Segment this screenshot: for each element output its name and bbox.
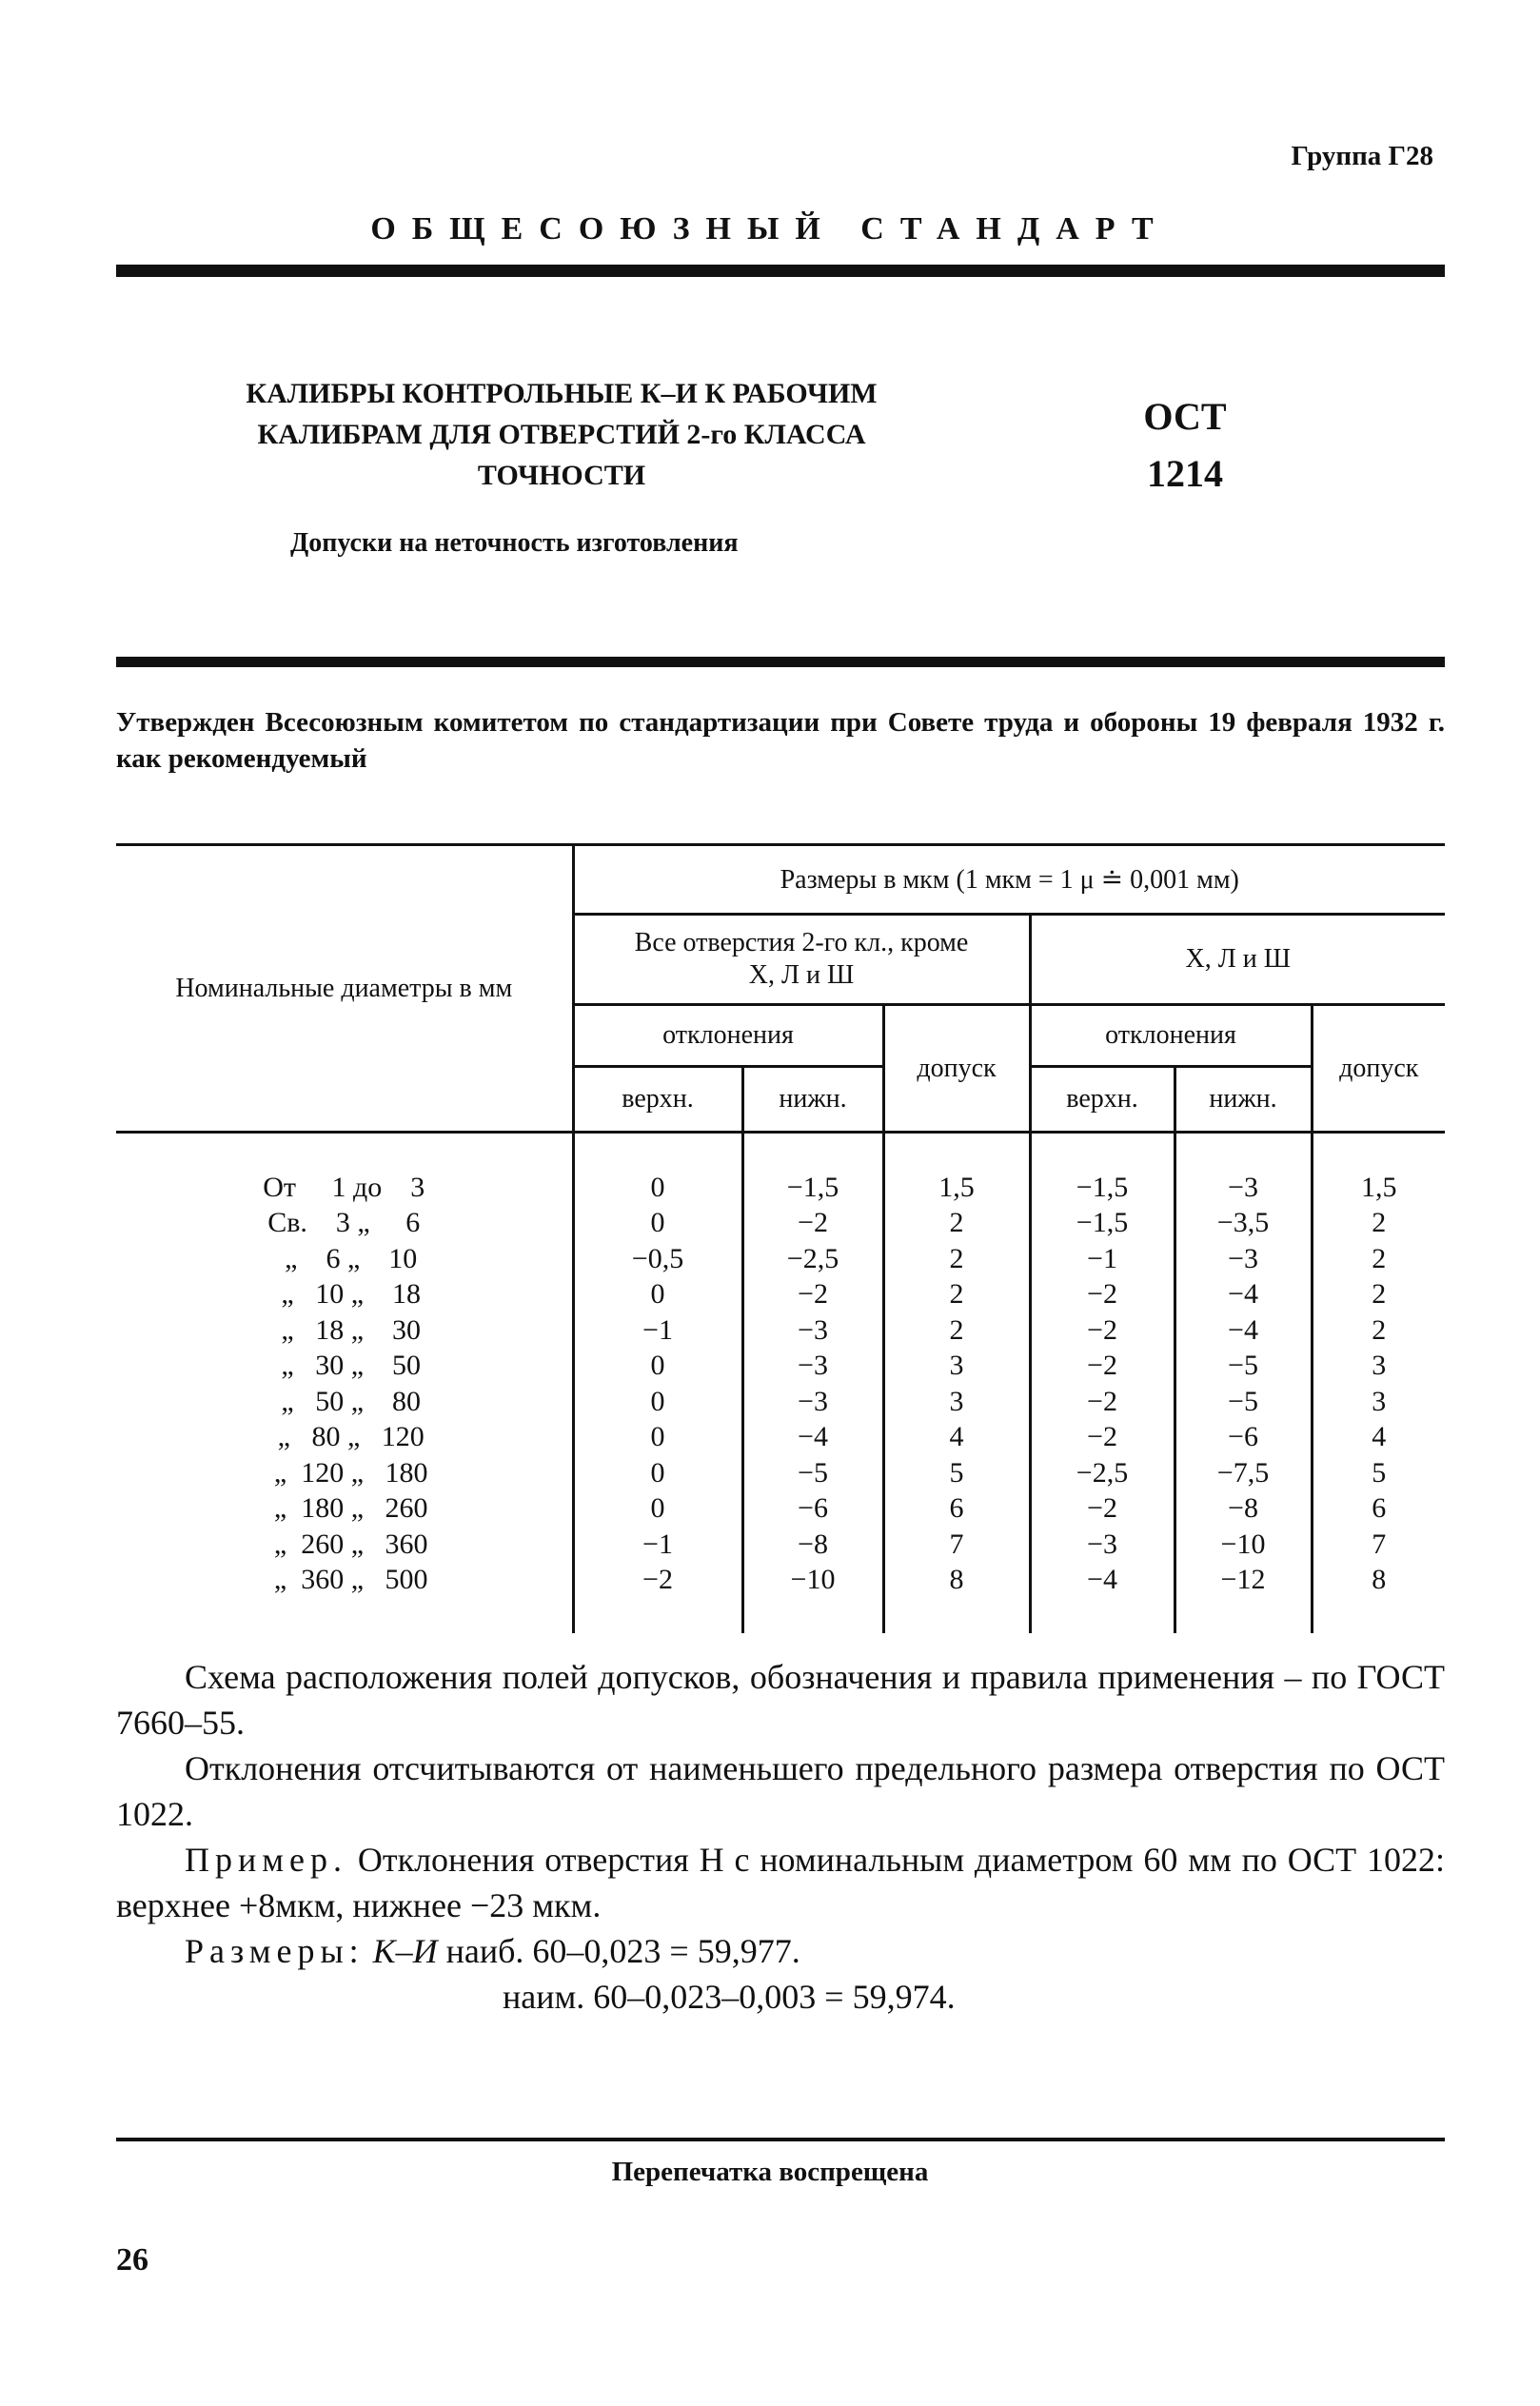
gauge-kind: К–И [372,1932,438,1970]
example-label: Пример. [185,1841,348,1879]
ost-designation [1104,388,1266,503]
tolerance-1: 2 [883,1241,1030,1277]
ost-number: 1214 [1147,452,1223,495]
diameter-range: Св. 3 „ 6 [267,1207,421,1238]
upper-dev-2: −1,5 [1030,1205,1175,1241]
title-line-2: КАЛИБРАМ ДЛЯ ОТВЕРСТИЙ 2-го КЛАССА [257,419,866,450]
header-lower-2: нижн. [1175,1067,1312,1133]
tolerance-1: 3 [883,1384,1030,1420]
note-example [116,1837,1445,1928]
upper-dev-1: 0 [573,1348,742,1384]
tolerance-1: 8 [883,1562,1030,1598]
header-upper-2: верхн. [1030,1067,1175,1133]
table-row [116,1170,1445,1206]
sizes-label: Размеры: [185,1932,365,1970]
diameter-range: „ 30 „ 50 [267,1350,422,1381]
table-row [116,1490,1445,1527]
sizes-max-text: наиб. 60–0,023 = 59,977. [437,1932,800,1970]
bottom-rule [116,2138,1445,2141]
tolerance-1: 6 [883,1490,1030,1527]
note-deviations: Отклонения отсчитываются от наименьшего предельного размера отверстия по ОСТ 1022. [116,1749,1445,1833]
upper-dev-2: −2 [1030,1312,1175,1349]
lower-dev-2: −6 [1175,1419,1312,1455]
header-sizes: Размеры в мкм (1 мкм = 1 μ ≐ 0,001 мм) [573,845,1445,915]
upper-dev-1: 0 [573,1490,742,1527]
reprint-notice: Перепечатка воспрещена [611,2157,929,2187]
example-text: Отклонения отверстия Н с номинальным диаметром 60 мм по ОСТ 1022: верхнее +8мкм, нижнее −23 мкм. [116,1841,1445,1924]
tolerance-1: 5 [883,1455,1030,1491]
document-title [152,373,971,496]
header-tolerance-2: допуск [1312,1005,1445,1133]
lower-dev-1: −2 [742,1276,883,1312]
diameter-range: „ 120 „ 180 [259,1456,428,1489]
upper-dev-1: −0,5 [573,1241,742,1277]
table-row [116,1241,1445,1277]
tolerance-2: 2 [1312,1241,1445,1277]
table-row [116,1312,1445,1349]
diameter-range: „ 10 „ 18 [267,1278,422,1310]
lower-dev-1: −1,5 [742,1170,883,1206]
lower-dev-1: −2,5 [742,1241,883,1277]
lower-dev-2: −5 [1175,1384,1312,1420]
page-number: 26 [116,2242,148,2278]
upper-dev-1: 0 [573,1205,742,1241]
lower-dev-2: −4 [1175,1276,1312,1312]
upper-dev-2: −2 [1030,1490,1175,1527]
header-deviations-2: отклонения [1030,1005,1312,1067]
lower-dev-1: −10 [742,1562,883,1598]
table-row [116,1455,1445,1491]
lower-dev-2: −3,5 [1175,1205,1312,1241]
standard-title: ОБЩЕСОЮЗНЫЙ СТАНДАРТ [370,211,1170,247]
tolerance-2: 2 [1312,1205,1445,1241]
lower-dev-1: −3 [742,1312,883,1349]
tolerance-2: 3 [1312,1384,1445,1420]
diameter-range: От 1 до 3 [263,1171,425,1203]
tolerance-1: 2 [883,1276,1030,1312]
diameter-range: „ 260 „ 360 [259,1528,428,1560]
header-nominal-diameters: Номинальные диаметры в мм [116,845,573,1133]
document-subtitle: Допуски на неточность изготовления [290,528,739,558]
upper-dev-1: 0 [573,1384,742,1420]
diameter-range: „ 80 „ 120 [263,1421,424,1452]
diameter-range: „ 360 „ 500 [259,1564,428,1595]
mid-rule [116,657,1445,667]
tolerance-1: 3 [883,1348,1030,1384]
tolerance-2: 2 [1312,1312,1445,1349]
table-row [116,1562,1445,1598]
upper-dev-2: −2,5 [1030,1455,1175,1491]
lower-dev-2: −4 [1175,1312,1312,1349]
lower-dev-2: −10 [1175,1527,1312,1563]
table-row [116,1205,1445,1241]
upper-dev-2: −2 [1030,1276,1175,1312]
tolerance-2: 3 [1312,1348,1445,1384]
lower-dev-1: −3 [742,1348,883,1384]
tolerance-table [116,843,1445,1633]
lower-dev-2: −3 [1175,1170,1312,1206]
upper-dev-1: 0 [573,1419,742,1455]
header-upper-1: верхн. [573,1067,742,1133]
table-row [116,1419,1445,1455]
lower-dev-1: −6 [742,1490,883,1527]
header-group-all-holes: Все отверстия 2-го кл., кроме Х, Л и Ш [573,915,1030,1005]
upper-dev-2: −2 [1030,1348,1175,1384]
upper-dev-1: 0 [573,1455,742,1491]
approval-statement: Утвержден Всесоюзным комитетом по стандартизации при Совете труда и обороны 19 февраля 1932 г. как рекомендуемый [116,707,1445,774]
lower-dev-1: −4 [742,1419,883,1455]
table-row [116,1527,1445,1563]
title-line-1: КАЛИБРЫ КОНТРОЛЬНЫЕ К–И К РАБОЧИМ [246,378,878,409]
header-lower-1: нижн. [742,1067,883,1133]
title-line-3: ТОЧНОСТИ [477,460,646,491]
table-row [116,1348,1445,1384]
tolerance-2: 7 [1312,1527,1445,1563]
tolerance-1: 7 [883,1527,1030,1563]
note-sizes-min: наим. 60–0,023–0,003 = 59,974. [503,1978,956,2016]
lower-dev-2: −7,5 [1175,1455,1312,1491]
tolerance-1: 2 [883,1205,1030,1241]
group-code: Группа Г28 [1291,141,1433,171]
upper-dev-1: 0 [573,1276,742,1312]
diameter-range: „ 50 „ 80 [267,1385,422,1417]
table-row [116,1384,1445,1420]
upper-dev-2: −2 [1030,1384,1175,1420]
upper-dev-2: −1 [1030,1241,1175,1277]
upper-dev-2: −1,5 [1030,1170,1175,1206]
upper-dev-1: −1 [573,1312,742,1349]
tolerance-1: 4 [883,1419,1030,1455]
diameter-range: „ 6 „ 10 [270,1242,418,1274]
lower-dev-1: −5 [742,1455,883,1491]
tolerance-2: 2 [1312,1276,1445,1312]
upper-dev-2: −2 [1030,1419,1175,1455]
tolerance-2: 6 [1312,1490,1445,1527]
upper-dev-2: −4 [1030,1562,1175,1598]
upper-dev-2: −3 [1030,1527,1175,1563]
header-tolerance-1: допуск [883,1005,1030,1133]
lower-dev-1: −2 [742,1205,883,1241]
upper-dev-1: −1 [573,1527,742,1563]
tolerance-1: 1,5 [883,1170,1030,1206]
tolerance-1: 2 [883,1312,1030,1349]
tolerance-2: 1,5 [1312,1170,1445,1206]
top-rule [116,265,1445,277]
tolerance-2: 5 [1312,1455,1445,1491]
tolerance-2: 4 [1312,1419,1445,1455]
table-row [116,1276,1445,1312]
tolerance-2: 8 [1312,1562,1445,1598]
lower-dev-2: −5 [1175,1348,1312,1384]
note-sizes-max [116,1928,1445,1974]
ost-label: ОСТ [1143,395,1227,438]
lower-dev-1: −8 [742,1527,883,1563]
header-deviations-1: отклонения [573,1005,883,1067]
note-scheme: Схема расположения полей допусков, обозначения и правила применения – по ГОСТ 7660–55. [116,1658,1445,1742]
upper-dev-1: 0 [573,1170,742,1206]
header-group-x-l-sh: Х, Л и Ш [1030,915,1445,1005]
lower-dev-2: −3 [1175,1241,1312,1277]
lower-dev-1: −3 [742,1384,883,1420]
upper-dev-1: −2 [573,1562,742,1598]
lower-dev-2: −8 [1175,1490,1312,1527]
lower-dev-2: −12 [1175,1562,1312,1598]
diameter-range: „ 180 „ 260 [259,1492,428,1524]
diameter-range: „ 18 „ 30 [267,1313,422,1346]
